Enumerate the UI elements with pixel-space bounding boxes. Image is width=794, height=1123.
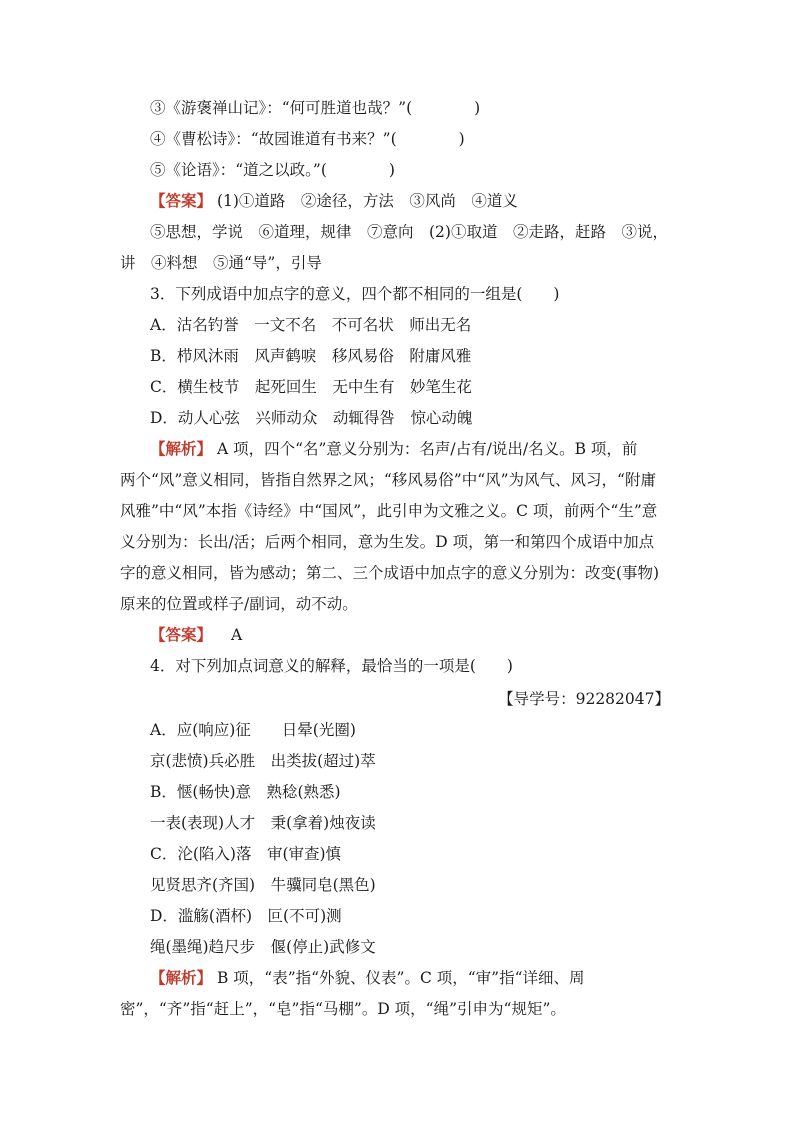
- answer-text: (1)①道路 ②途径，方法 ③风尚 ④道义: [216, 192, 518, 210]
- answer-2: [150, 623, 242, 647]
- question-3-option-b: B．栉风沐雨 风声鹤唳 移风易俗 附庸风雅: [150, 347, 472, 365]
- analysis-1-line-2: 两个“风”意义相同，皆指自然界之风；“移风易俗”中“风”为风气、风习，“附庸: [120, 471, 656, 489]
- question-4-option-c-2: 见贤思齐(齐国) 牛骥同皂(黑色): [150, 876, 376, 894]
- question-4-option-d-2: 绳(墨绳)趋尺步 偃(停止)武修文: [150, 938, 376, 956]
- analysis-1-line-5: 字的意义相同，皆为感动；第二、三个成语中加点字的意义分别为：改变(事物): [120, 564, 660, 582]
- analysis-2-line-2: 密”，“齐”指“赶上”，“皂”指“马棚”。D 项，“绳”引申为“规矩”。: [120, 1000, 566, 1018]
- question-3-option-c: C．横生枝节 起死回生 无中生有 妙笔生花: [150, 378, 472, 396]
- question-4-option-b-2: 一表(表现)人才 秉(拿着)烛夜读: [150, 814, 376, 832]
- study-number: 【导学号：92282047】: [498, 690, 670, 708]
- question-4-option-d-1: D．滥觞(酒杯) 叵(不可)测: [150, 907, 342, 925]
- answer-text: A: [230, 626, 243, 644]
- question-3-option-d: D．动人心弦 兴师动众 动辄得咎 惊心动魄: [150, 409, 473, 427]
- analysis-1-line-6: 原来的位置或样子/副词，动不动。: [120, 595, 358, 613]
- question-4-option-a-2: 京(悲愤)兵必胜 出类拔(超过)萃: [150, 752, 376, 770]
- question-4: 4．对下列加点词意义的解释，最恰当的一项是( ): [150, 657, 513, 675]
- answer-1-cont: ⑤思想，学说 ⑥道理，规律 ⑦意向 (2)①取道 ②走路，赶路 ③说，: [150, 223, 668, 241]
- answer-1: [150, 189, 518, 213]
- text-line-2: ④《曹松诗》：“故园谁道有书来？”( ): [150, 130, 465, 148]
- analysis-1-line-3: 风雅”中“风”本指《诗经》中“国风”，此引申为文雅之义。C 项，前两个“生”意: [120, 502, 658, 520]
- analysis-2-line-1: [150, 966, 585, 990]
- analysis-text: A 项，四个“名”意义分别为：名声/占有/说出/名义。B 项，前: [216, 440, 638, 458]
- question-4-option-b-1: B．惬(畅快)意 熟稔(熟悉): [150, 783, 341, 801]
- text-line-1: ③《游褒禅山记》：“何可胜道也哉？”( ): [150, 99, 481, 117]
- question-4-option-a-1: A．应(响应)征 日晕(光圈): [150, 721, 356, 739]
- question-4-option-c-1: C．沦(陷入)落 审(审查)慎: [150, 845, 342, 863]
- question-3: 3．下列成语中加点字的意义，四个都不相同的一组是( ): [150, 285, 560, 303]
- answer-tag: 【答案】: [150, 191, 213, 210]
- answer-1-end: 讲 ④料想 ⑤通“导”，引导: [120, 254, 322, 272]
- analysis-1-line-4: 义分别为：长出/活；后两个相同，意为生发。D 项，第一和第四个成语中加点: [120, 533, 655, 551]
- analysis-tag: 【解析】: [150, 968, 213, 987]
- question-3-option-a: A．沽名钓誉 一文不名 不可名状 师出无名: [150, 316, 472, 334]
- analysis-text: B 项，“表”指“外貌、仪表”。C 项，“审”指“详细、周: [216, 969, 585, 987]
- answer-tag: 【答案】: [150, 625, 213, 644]
- analysis-1-line-1: [150, 437, 637, 461]
- analysis-tag: 【解析】: [150, 439, 213, 458]
- text-line-3: ⑤《论语》：“道之以政。”( ): [150, 161, 395, 179]
